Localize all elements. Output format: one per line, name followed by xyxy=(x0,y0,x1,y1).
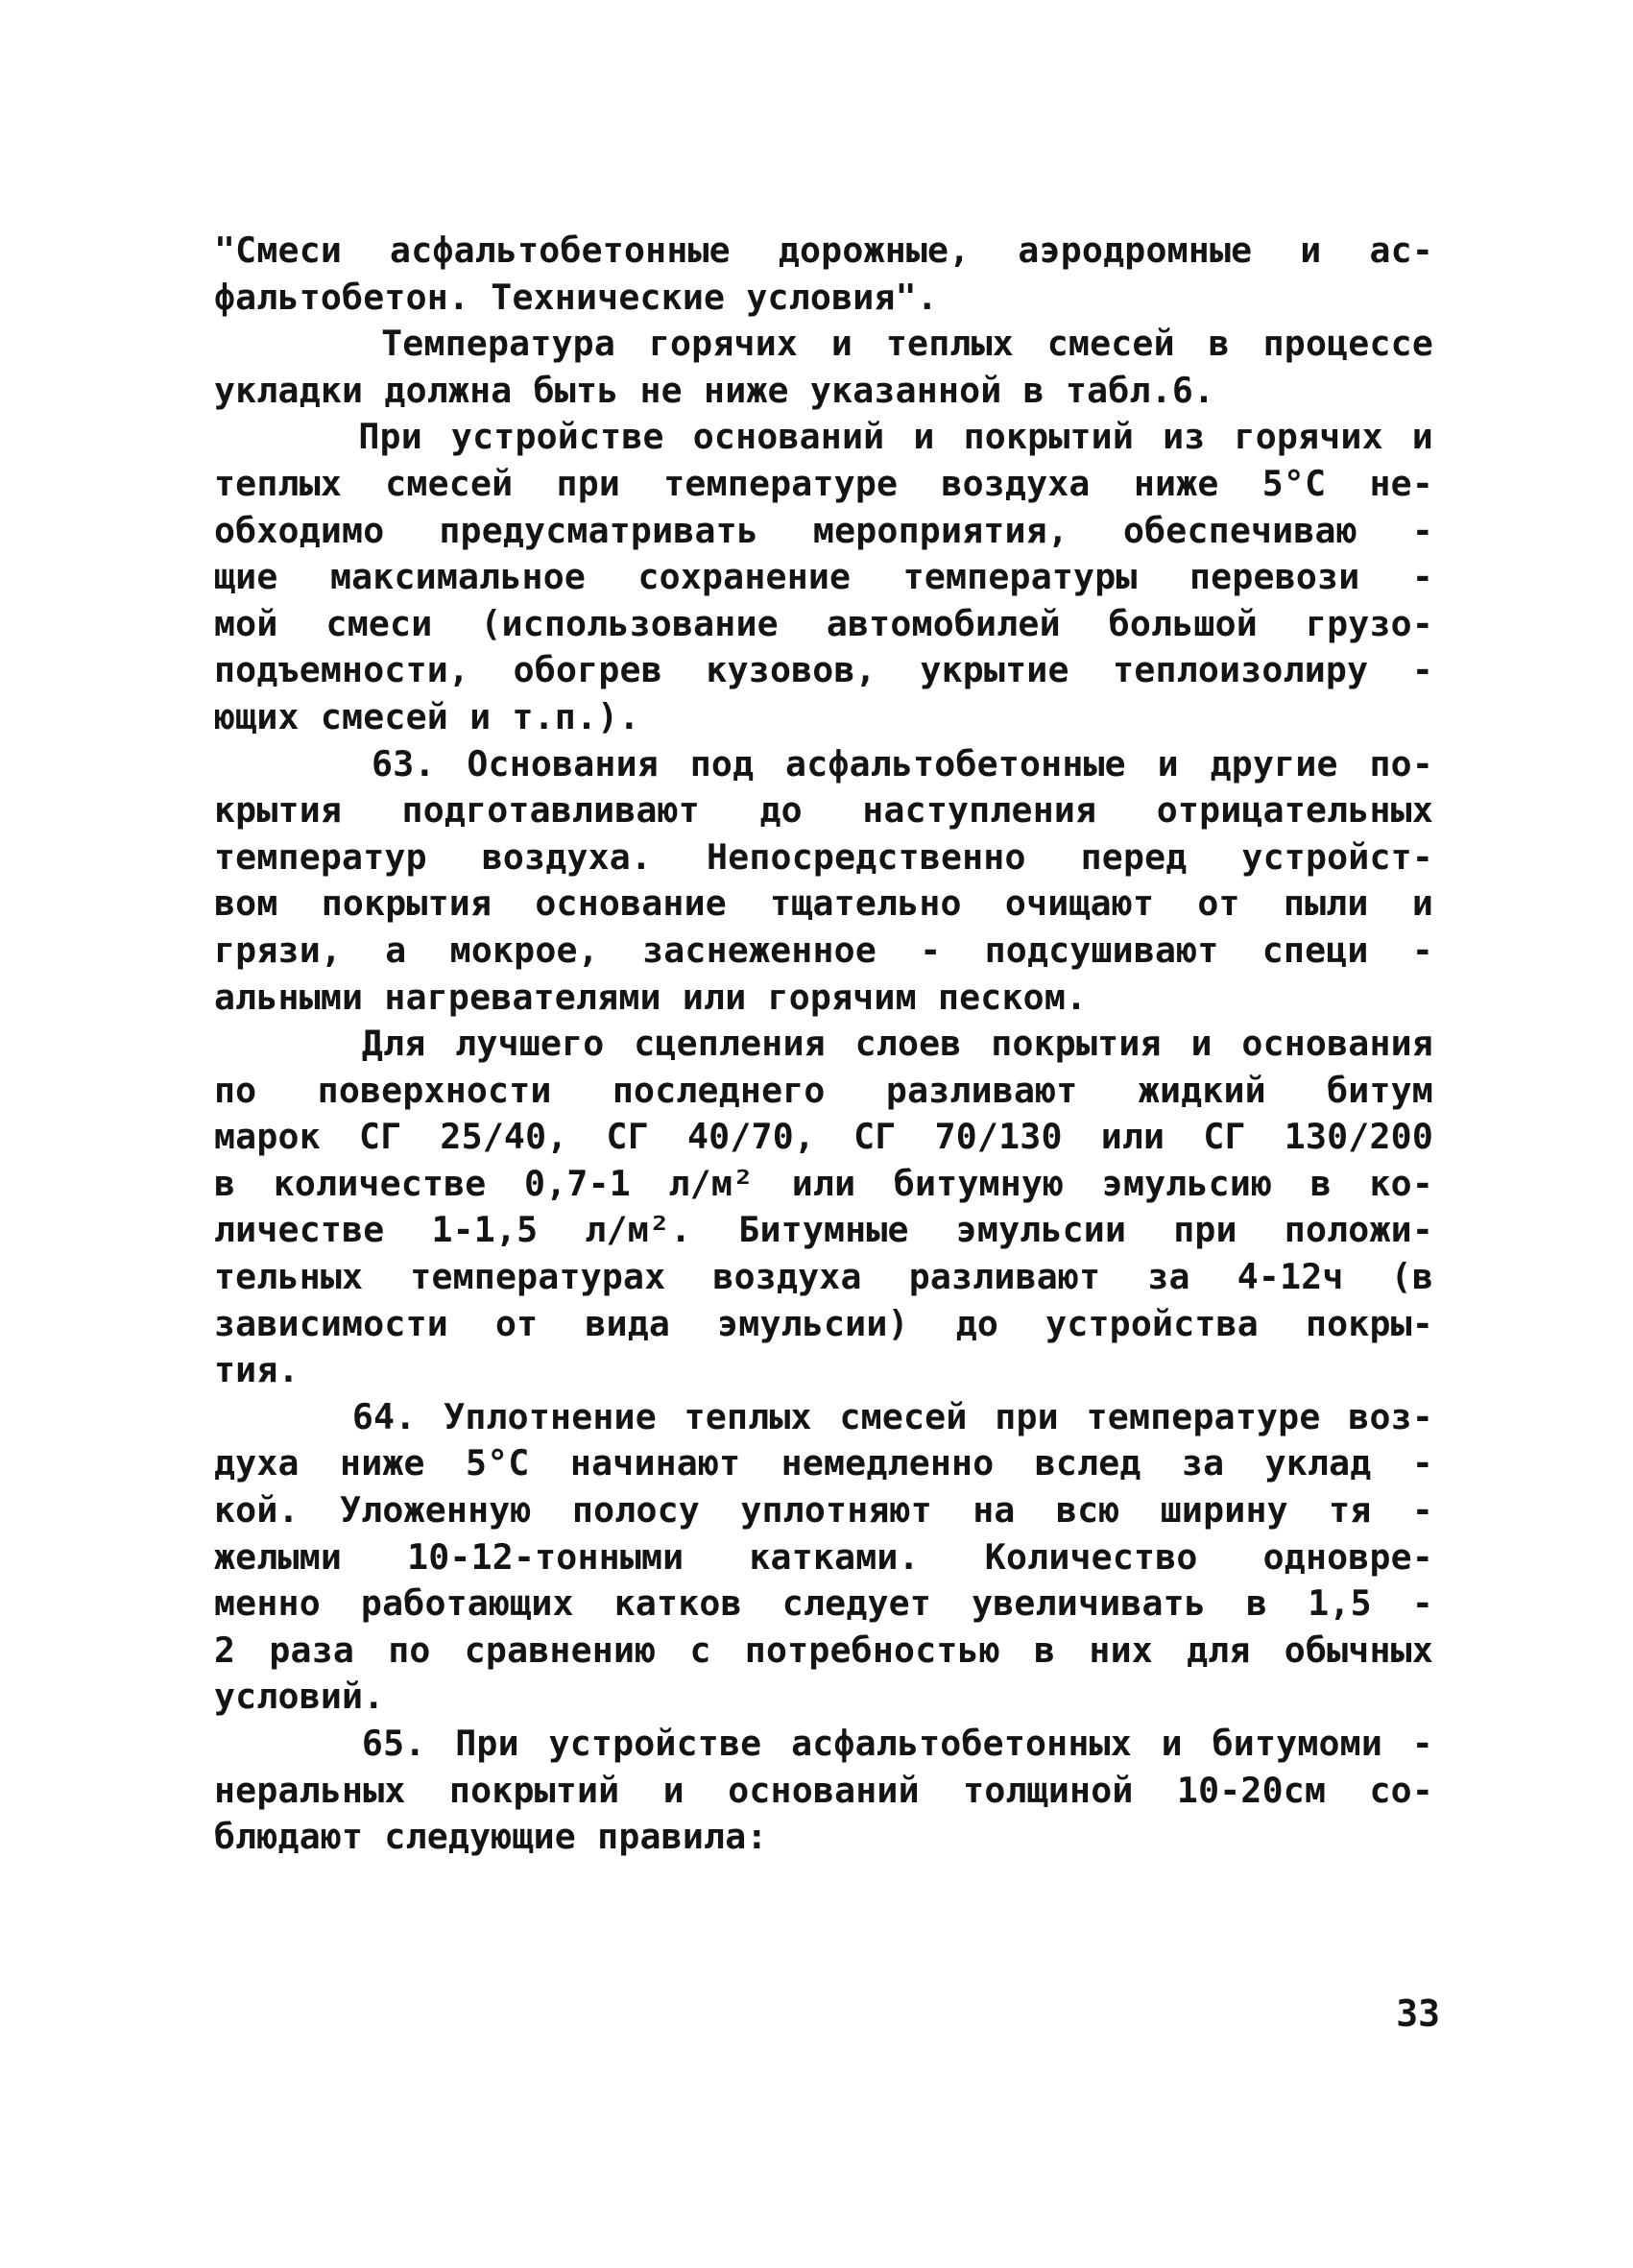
text-line: крытия подготавливают до наступления отрицательных xyxy=(214,789,1433,832)
text-line: кой. Уложенную полосу уплотняют на всю ширину тя - xyxy=(214,1489,1433,1532)
text-line: "Смеси асфальтобетонные дорожные, аэродромные и ас- xyxy=(214,229,1433,271)
text-line: ющих смесей и т.п.). xyxy=(214,695,640,737)
text-line: тельных температурах воздуха разливают за 4-12ч (в xyxy=(214,1256,1433,1298)
body-text xyxy=(214,228,1433,1861)
text-line: При устройстве оснований и покрытий из горячих и xyxy=(214,416,1433,458)
text-line: температур воздуха. Непосредственно перед устройст- xyxy=(214,835,1433,878)
text-line: марок СГ 25/40, СГ 40/70, СГ 70/130 или СГ 130/200 xyxy=(214,1116,1433,1158)
text-line: альными нагревателями или горячим песком. xyxy=(214,976,1088,1018)
paragraph-63 xyxy=(214,741,1433,1022)
text-line: вом покрытия основание тщательно очищают от пыли и xyxy=(214,882,1433,925)
text-line: 65. При устройстве асфальтобетонных и битумоми - xyxy=(214,1723,1433,1764)
text-line: мой смеси (использование автомобилей большой грузо- xyxy=(214,602,1433,644)
paragraph-standard-reference xyxy=(214,228,1433,321)
text-line: подъемности, обогрев кузовов, укрытие теплоизолиру - xyxy=(214,649,1433,691)
text-line: личестве 1-1,5 л/м². Битумные эмульсии при положи- xyxy=(214,1209,1433,1251)
text-line: условий. xyxy=(214,1676,385,1718)
text-line: по поверхности последнего разливают жидкий битум xyxy=(214,1069,1433,1111)
text-line: Для лучшего сцепления слоев покрытия и основания xyxy=(214,1023,1433,1065)
text-line: 2 раза по сравнению с потребностью в них для обычных xyxy=(214,1629,1433,1671)
text-line: 63. Основания под асфальтобетонные и другие по- xyxy=(214,742,1433,784)
text-line: тия. xyxy=(214,1349,300,1391)
text-line: грязи, а мокрое, заснеженное - подсушивают специ - xyxy=(214,929,1433,971)
text-line: менно работающих катков следует увеличивать в 1,5 - xyxy=(214,1582,1433,1625)
text-line: фальтобетон. Технические условия". xyxy=(214,276,938,318)
page-number: 33 xyxy=(1396,1992,1440,2035)
text-line: духа ниже 5°С начинают немедленно вслед за уклад - xyxy=(214,1442,1433,1484)
paragraph-mix-temperature xyxy=(214,321,1433,414)
text-line: неральных покрытий и оснований толщиной 10-20см со- xyxy=(214,1769,1433,1811)
text-line: блюдают следующие правила: xyxy=(214,1816,768,1858)
paragraph-65 xyxy=(214,1721,1433,1861)
text-line: Температура горячих и теплых смесей в процессе xyxy=(214,323,1433,365)
text-line: 64. Уплотнение теплых смесей при температуре воз- xyxy=(214,1395,1433,1437)
paragraph-bitumen-primer xyxy=(214,1021,1433,1394)
text-line: обходимо предусматривать мероприятия, обеспечиваю - xyxy=(214,509,1433,551)
text-line: щие максимальное сохранение температуры перевози - xyxy=(214,556,1433,598)
paragraph-cold-weather-measures xyxy=(214,414,1433,740)
text-line: в количестве 0,7-1 л/м² или битумную эмульсию в ко- xyxy=(214,1162,1433,1204)
text-line: зависимости от вида эмульсии) до устройства покры- xyxy=(214,1302,1433,1344)
paragraph-64 xyxy=(214,1394,1433,1721)
text-line: укладки должна быть не ниже указанной в табл.6. xyxy=(214,369,1215,411)
text-line: желыми 10-12-тонными катками. Количество одновре- xyxy=(214,1535,1433,1578)
text-line: теплых смесей при температуре воздуха ниже 5°С не- xyxy=(214,462,1433,504)
